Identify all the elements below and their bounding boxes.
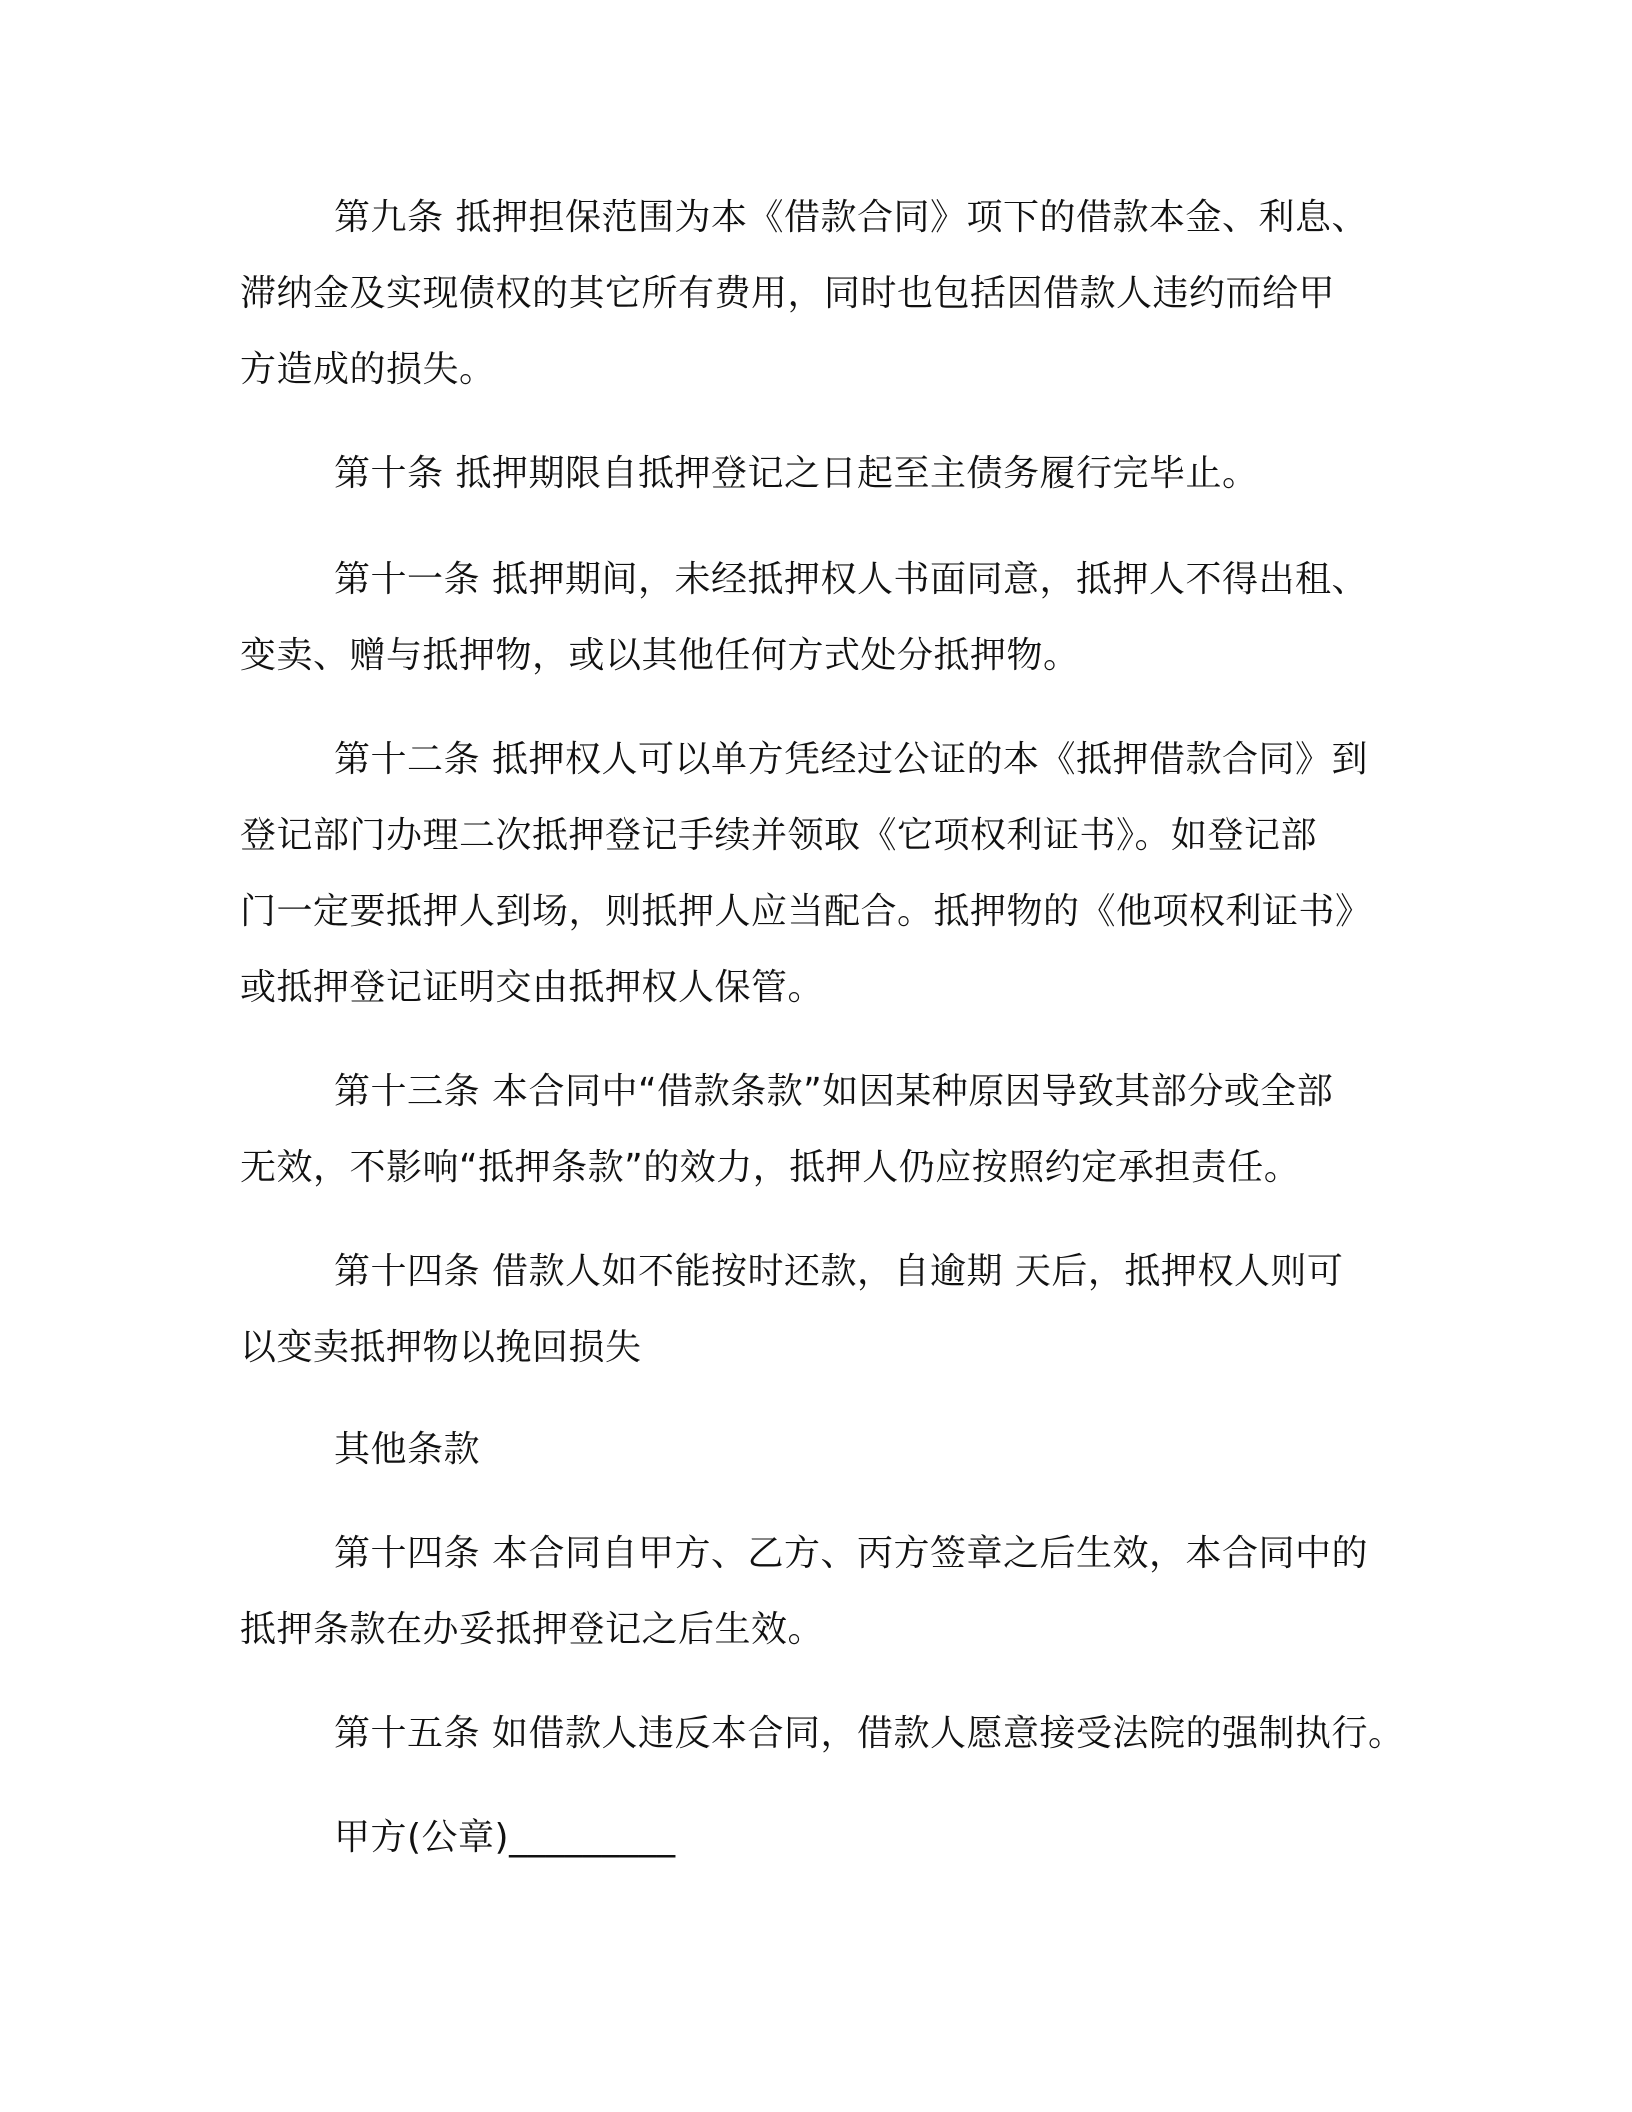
article-11-line-2: 变卖、赠与抵押物，或以其他任何方式处分抵押物。 [240,635,1080,676]
article-11-line-1: 第十一条 抵押期间，未经抵押权人书面同意，抵押人不得出租、 [334,559,1368,600]
article-12-line-1: 第十二条 抵押权人可以单方凭经过公证的本《抵押借款合同》到 [334,739,1368,780]
article-12-line-4: 或抵押登记证明交由抵押权人保管。 [240,967,825,1008]
article-12-line-2: 登记部门办理二次抵押登记手续并领取《它项权利证书》。如登记部 [240,815,1318,856]
article-14a-line-2: 以变卖抵押物以挽回损失 [240,1327,642,1368]
article-9-line-2: 滞纳金及实现债权的其它所有费用，同时也包括因借款人违约而给甲 [240,273,1336,314]
article-14b-line-1: 第十四条 本合同自甲方、乙方、丙方签章之后生效，本合同中的 [334,1533,1368,1574]
article-14a-line-1: 第十四条 借款人如不能按时还款，自逾期 天后，抵押权人则可 [334,1251,1344,1292]
article-13-line-1: 第十三条 本合同中“借款条款”如因某种原因导致其部分或全部 [334,1071,1334,1112]
article-10-line-1: 第十条 抵押期限自抵押登记之日起至主债务履行完毕止。 [334,453,1259,494]
article-9-line-3: 方造成的损失。 [240,349,496,390]
party-a-seal-line: 甲方(公章)_________ [334,1817,676,1858]
section-heading-other-terms: 其他条款 [334,1429,481,1470]
article-9-line-1: 第九条 抵押担保范围为本《借款合同》项下的借款本金、利息、 [334,197,1368,238]
article-13-line-2: 无效，不影响“抵押条款”的效力，抵押人仍应按照约定承担责任。 [240,1147,1301,1188]
article-15-line-1: 第十五条 如借款人违反本合同，借款人愿意接受法院的强制执行。 [334,1713,1405,1754]
article-12-line-3: 门一定要抵押人到场，则抵押人应当配合。抵押物的《他项权利证书》 [240,891,1372,932]
article-14b-line-2: 抵押条款在办妥抵押登记之后生效。 [240,1609,825,1650]
